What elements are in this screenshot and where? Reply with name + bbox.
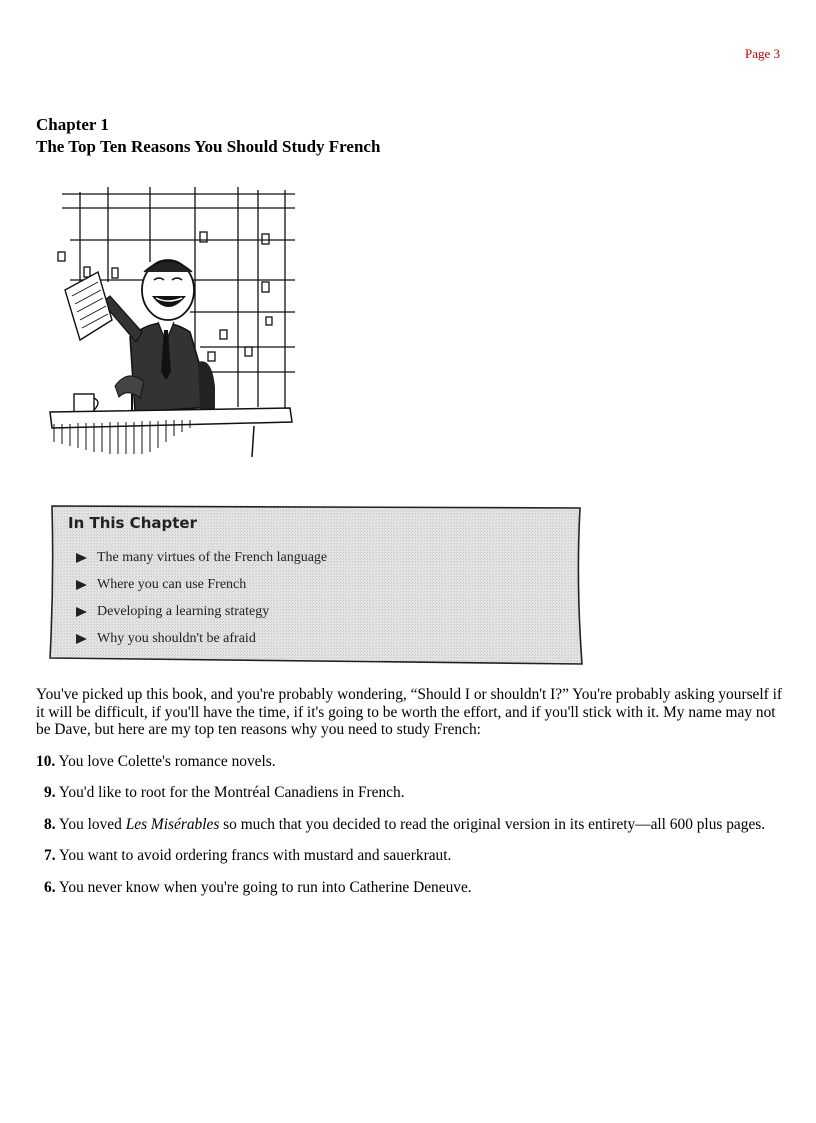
arrow-bullet-icon xyxy=(76,634,87,644)
callout-list xyxy=(76,544,327,652)
chapter-number: Chapter 1 xyxy=(36,115,109,134)
reason-item: 7. You want to avoid ordering francs with mustard and sauerkraut. xyxy=(44,847,452,864)
callout-item: Where you can use French xyxy=(76,571,327,598)
arrow-bullet-icon xyxy=(76,607,87,617)
cartoon-man-at-desk-image xyxy=(40,172,315,460)
callout-title: In This Chapter xyxy=(68,514,197,532)
callout-item: Developing a learning strategy xyxy=(76,598,327,625)
body-text xyxy=(36,686,788,910)
callout-item: Why you shouldn't be afraid xyxy=(76,625,327,652)
reason-number: 8. xyxy=(44,815,56,833)
reason-number: 10. xyxy=(36,752,56,770)
cartoon-illustration xyxy=(40,172,315,460)
reason-number: 6. xyxy=(44,878,56,896)
reason-number: 7. xyxy=(44,847,56,864)
book-title: Les Misérables xyxy=(125,815,220,833)
intro-paragraph: You've picked up this book, and you're probably wondering, “Should I or shouldn't I?” You're probably asking yourself if it will be difficult, if you'll have the time, if it's going to be worth the effort, and if you'll stick with it. My name may not be Dave, but here are my top ten reasons why you need to study French: xyxy=(36,686,783,738)
reason-item: 9. You'd like to root for the Montréal Canadiens in French. xyxy=(44,784,405,801)
reason-number: 9. xyxy=(44,784,56,801)
reason-item: 10. You love Colette's romance novels. xyxy=(36,752,276,770)
in-this-chapter-box xyxy=(40,492,600,670)
callout-item: The many virtues of the French language xyxy=(76,544,327,571)
reason-item: 6. You never know when you're going to run into Catherine Deneuve. xyxy=(44,878,472,896)
arrow-bullet-icon xyxy=(76,580,87,590)
page-number: Page 3 xyxy=(744,46,780,61)
chapter-title: The Top Ten Reasons You Should Study French xyxy=(36,137,381,156)
arrow-bullet-icon xyxy=(76,553,87,563)
reason-item: 8. You loved Les Misérables so much that you decided to read the original version in its entirety—all 600 plus pages. xyxy=(44,815,766,833)
chapter-heading xyxy=(36,114,380,158)
